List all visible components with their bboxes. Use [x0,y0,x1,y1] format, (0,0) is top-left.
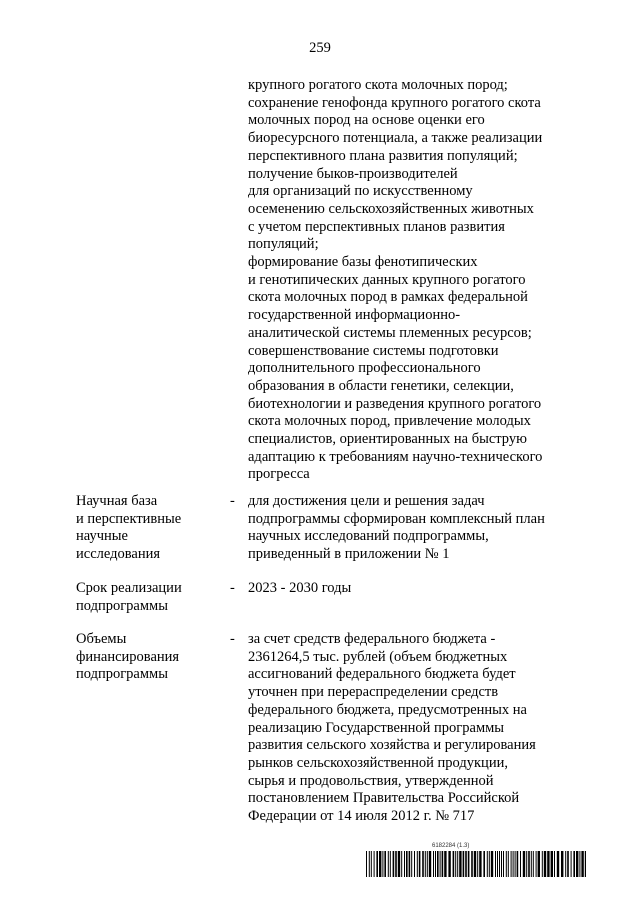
value-line: уточнен при перераспределении средств [248,684,499,701]
label-line: исследования [76,546,161,563]
label-line: Научная база [76,493,158,509]
row-dash: - [230,580,235,596]
value-line: ассигнований федерального бюджета будет [248,666,516,683]
barcode [366,851,586,877]
text-line: образования в области генетики, селекции, [248,377,514,394]
text-line: биотехнологии и разведения крупного рогатого [248,395,542,412]
label-line: Срок реализации [76,580,182,596]
value-line: подпрограммы сформирован комплексный план [248,510,545,527]
row-value [248,580,596,598]
label-line: и перспективные [76,510,182,527]
value-line: постановлением Правительства Российской [248,790,520,807]
value-line: Федерации от 14 июля 2012 г. № 717 [248,808,475,825]
barcode-number: 6182284 (1.3) [432,843,470,849]
text-line: получение быков-производителей [248,165,458,182]
text-line: молочных пород на основе оценки его [248,112,485,129]
value-line: развития сельского хозяйства и регулирования [248,737,536,754]
value-line: 2023 - 2030 годы [248,580,352,596]
row-dash: - [230,631,235,647]
text-line: совершенствование системы подготовки [248,342,499,359]
text-line: сохранение генофонда крупного рогатого скота [248,94,541,111]
text-line: популяций; [248,236,319,253]
value-line: приведенный в приложении № 1 [248,546,450,563]
value-line: для достижения цели и решения задач [248,493,485,509]
text-line: для организаций по искусственному [248,183,473,200]
row-value [248,631,596,826]
text-line: осеменению сельскохозяйственных животных [248,200,534,217]
text-line: дополнительного профессионального [248,360,481,377]
row-dash: - [230,493,235,509]
text-line: государственной информационно- [248,307,461,324]
text-line: биоресурсного потенциала, а также реализации [248,130,543,147]
text-line: адаптацию к требованиям научно-технического [248,448,543,465]
text-line: скота молочных пород в рамках федеральной [248,289,528,306]
label-line: научные [76,528,128,545]
text-line: скота молочных пород, привлечение молодых [248,413,531,430]
text-line: формирование базы фенотипических [248,254,478,271]
value-line: федерального бюджета, предусмотренных на [248,701,527,718]
page-number: 259 [309,40,331,56]
row-label [76,631,226,684]
row-value [248,493,596,564]
text-line: перспективного плана развития популяций; [248,147,518,164]
text-line: с учетом перспективных планов развития [248,218,505,235]
text-line: крупного рогатого скота молочных пород; [248,77,508,93]
value-line: сырья и продовольствия, утвержденной [248,772,494,789]
value-line: за счет средств федерального бюджета - [248,631,496,647]
label-line: финансирования [76,648,180,665]
label-line: подпрограммы [76,597,168,614]
text-line: прогресса [248,466,310,483]
value-line: 2361264,5 тыс. рублей (объем бюджетных [248,648,508,665]
label-line: подпрограммы [76,666,168,683]
text-line: аналитической системы племенных ресурсов; [248,324,532,341]
row-label [76,493,226,564]
value-line: рынков сельскохозяйственной продукции, [248,754,508,771]
value-line: научных исследований подпрограммы, [248,528,489,545]
continuation-text [248,77,588,484]
text-line: специалистов, ориентированных на быструю [248,431,527,448]
label-line: Объемы [76,631,127,647]
text-line: и генотипических данных крупного рогатого [248,271,526,288]
value-line: реализацию Государственной программы [248,719,505,736]
row-label [76,580,226,615]
